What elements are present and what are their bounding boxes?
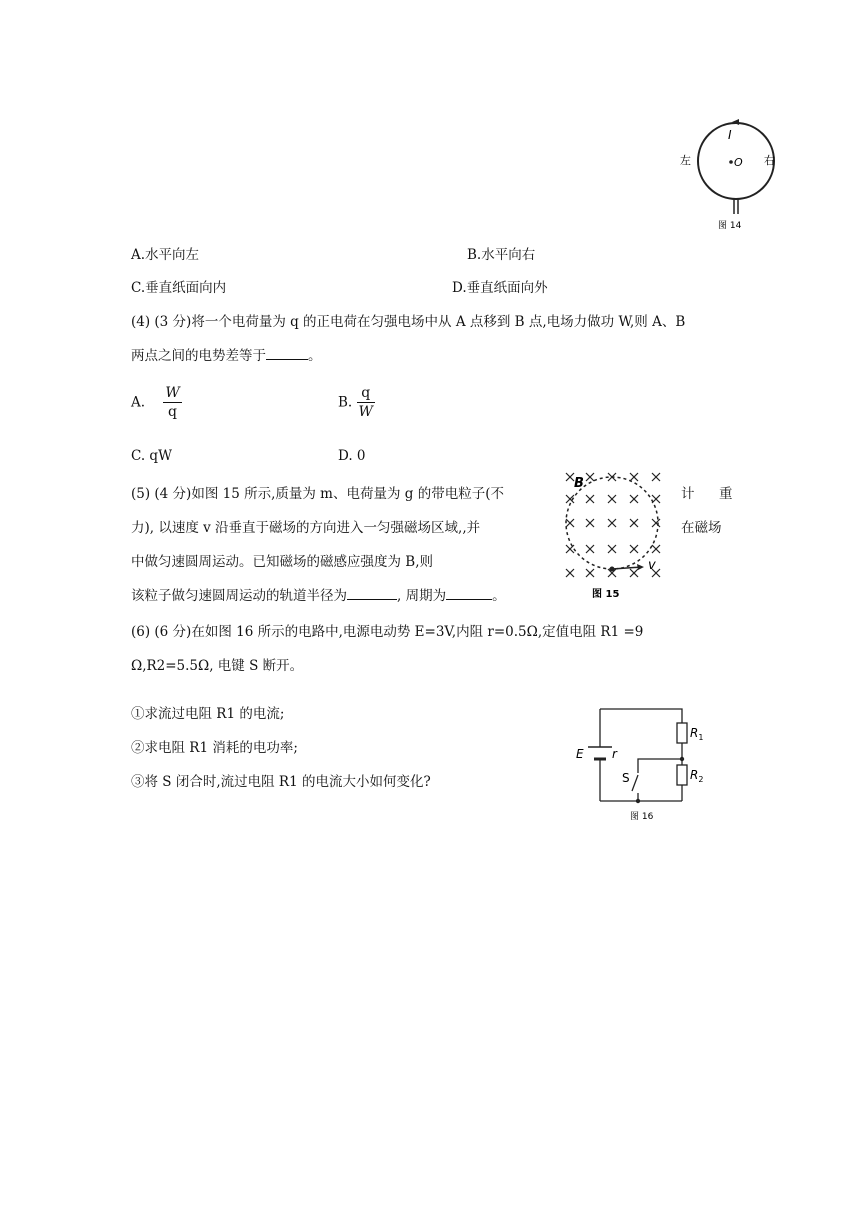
field-cross <box>586 519 594 527</box>
field-cross <box>630 519 638 527</box>
q3-option-a: A.水平向左 <box>131 247 200 263</box>
q5-line4b: , 周期为 <box>397 588 447 604</box>
field-cross <box>586 495 594 503</box>
q4-b-fraction <box>357 384 375 421</box>
q4-option-d: D. 0 <box>338 448 366 464</box>
q4-line2 <box>131 344 322 364</box>
q5-line1: (5) (4 分)如图 15 所示,质量为 m、电荷量为 g 的带电粒子(不 <box>131 486 504 502</box>
fig15-caption: 图 15 <box>592 589 620 600</box>
q5-line1-tail-a: 计 <box>681 486 695 502</box>
fig14-current-label: I <box>728 128 732 142</box>
q6-line1: (6) (6 分)在如图 16 所示的电路中,电源电动势 E=3V,内阻 r=0.5Ω,定值电阻 R1 =9 <box>131 624 644 640</box>
q4-a-fraction <box>163 384 181 421</box>
field-cross <box>586 545 594 553</box>
q5-line4 <box>131 584 506 604</box>
q4-option-a <box>131 384 182 421</box>
figure-16 <box>568 697 716 825</box>
q4-a-numerator: W <box>165 385 180 401</box>
fig15-v-label: v <box>648 558 656 573</box>
field-cross <box>586 569 594 577</box>
fig16-r2-label: $R_2$ <box>690 768 704 784</box>
fig16-r1-label: $R_1$ <box>690 726 704 742</box>
q4-b-prefix: B. <box>338 394 353 411</box>
field-cross <box>566 545 574 553</box>
q5-radius-blank[interactable] <box>347 585 397 600</box>
field-cross <box>608 545 616 553</box>
q4-b-denominator: W <box>358 404 373 420</box>
q4-b-numerator: q <box>357 384 375 403</box>
q4-a-denominator: q <box>168 404 178 420</box>
field-cross <box>630 473 638 481</box>
field-cross <box>630 495 638 503</box>
q3-option-d: D.垂直纸面向外 <box>452 280 548 296</box>
fig16-r-label: r <box>612 747 617 761</box>
q5-line3: 中做匀速圆周运动。已知磁场的磁感应强度为 B,则 <box>131 554 434 570</box>
q6-sub1: ①求流过电阻 R1 的电流; <box>131 706 285 722</box>
q6-sub2: ②求电阻 R1 消耗的电功率; <box>131 740 298 756</box>
field-cross <box>652 545 660 553</box>
fig14-left-label: 左 <box>680 154 691 167</box>
field-cross <box>566 569 574 577</box>
q4-end: 。 <box>308 348 322 364</box>
q5-line2: 力), 以速度 v 沿垂直于磁场的方向进入一匀强磁场区域,,并 <box>131 520 481 536</box>
fig16-e-label: E <box>576 747 584 761</box>
field-cross <box>652 519 660 527</box>
q5-line1-tail-b: 重 <box>719 486 733 502</box>
fig16-caption: 图 16 <box>630 812 654 822</box>
q6-sub3: ③将 S 闭合时,流过电阻 R1 的电流大小如何变化? <box>131 774 431 790</box>
fig15-svg <box>560 465 670 603</box>
field-cross <box>652 473 660 481</box>
q4-a-prefix: A. <box>131 394 146 411</box>
field-cross <box>608 495 616 503</box>
fig16-s-label: S <box>622 771 630 785</box>
q6-line2: Ω,R2=5.5Ω, 电键 S 断开。 <box>131 658 304 674</box>
fig14-right-label: 右 <box>764 154 775 167</box>
q4-option-c: C. qW <box>131 448 172 464</box>
q5-line4a: 该粒子做匀速圆周运动的轨道半径为 <box>131 588 347 604</box>
fig14-center-label: O <box>734 156 743 169</box>
q3-option-c: C.垂直纸面向内 <box>131 280 227 296</box>
q5-period-blank[interactable] <box>446 585 492 600</box>
field-cross <box>586 473 594 481</box>
q4-answer-blank[interactable] <box>266 345 308 360</box>
field-cross <box>630 545 638 553</box>
q4-line1: (4) (3 分)将一个电荷量为 q 的正电荷在匀强电场中从 A 点移到 B 点,电场力做功 W,则 A、B <box>131 314 686 330</box>
fig15-b-label: B <box>574 476 584 491</box>
q5-line2-tail: 在磁场 <box>681 520 722 536</box>
figure-14 <box>672 116 784 234</box>
q4-option-b <box>338 384 375 421</box>
field-cross <box>566 519 574 527</box>
q5-end: 。 <box>492 588 506 604</box>
field-cross <box>630 569 638 577</box>
fig14-caption: 图 14 <box>718 221 742 231</box>
field-cross <box>566 473 574 481</box>
q4-line2-text: 两点之间的电势差等于 <box>131 348 266 364</box>
q3-option-b: B.水平向右 <box>467 247 536 263</box>
field-cross <box>608 519 616 527</box>
figure-15 <box>560 465 670 603</box>
